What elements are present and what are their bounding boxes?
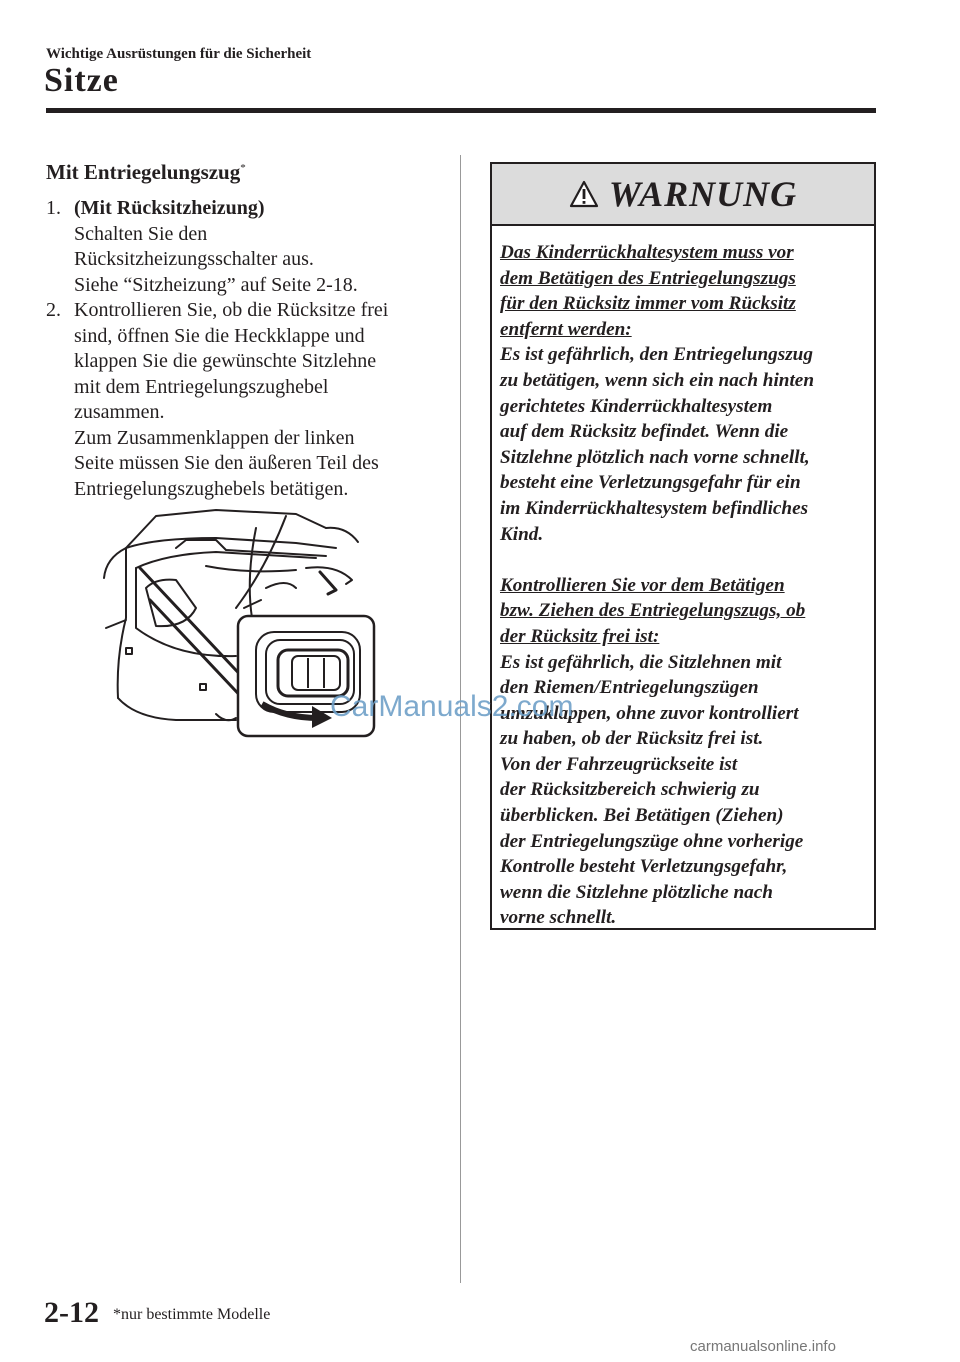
warning-line: Kind. — [500, 523, 544, 545]
warning-line: Von der Fahrzeugrückseite ist — [500, 753, 738, 775]
warning-line: Das Kinderrückhaltesystem muss vor — [500, 242, 794, 263]
page-title: Sitze — [44, 62, 119, 99]
warning-line: besteht eine Verletzungsgefahr für ein — [500, 472, 801, 494]
step-line: sind, öffnen Sie die Heckklappe und — [74, 324, 365, 347]
step-1 — [46, 196, 446, 298]
warning-line: der Rücksitz frei ist: — [500, 625, 660, 647]
warning-line: im Kinderrückhaltesystem befindliches — [500, 497, 809, 519]
subheading-text: Mit Entriegelungszug — [46, 160, 241, 184]
step-line: Seite müssen Sie den äußeren Teil des — [74, 452, 379, 474]
paragraph-gap — [500, 547, 866, 573]
page-number: 2-12 — [44, 1296, 99, 1329]
step-line: Zum Zusammenklappen der linken — [74, 426, 355, 449]
warning-header — [492, 164, 874, 226]
warning-line: Es ist gefährlich, den Entriegelungszug — [500, 344, 813, 366]
optional-equipment-mark: * — [240, 162, 246, 174]
step-number: 1. — [46, 197, 61, 219]
subheading — [46, 160, 246, 185]
warning-line: der Entriegelungszüge ohne vorherige — [500, 830, 804, 852]
watermark-overlay: CarManuals2.com — [330, 690, 574, 723]
warning-line: zu betätigen, wenn sich ein nach hinten — [500, 369, 814, 391]
step-line: Rücksitzheizungsschalter aus. — [74, 248, 314, 270]
warning-title: WARNUNG — [608, 174, 798, 214]
warning-line: Sitzlehne plötzlich nach vorne schnellt, — [500, 446, 810, 468]
warning-line: zu haben, ob der Rücksitz frei ist. — [500, 728, 764, 750]
warning-line: überblicken. Bei Betätigen (Ziehen) — [500, 805, 784, 827]
step-2 — [46, 298, 446, 502]
warning-line: wenn die Sitzlehne plötzliche nach — [500, 881, 773, 903]
warning-line: Kontrolle besteht Verletzungsgefahr, — [500, 856, 788, 878]
warning-line: entfernt werden: — [500, 318, 632, 340]
warning-line: Kontrollieren Sie vor dem Betätigen — [500, 574, 785, 596]
warning-line: bzw. Ziehen des Entriegelungszugs, ob — [500, 600, 806, 622]
warning-line: den Riemen/Entriegelungszügen — [500, 677, 759, 699]
step-condition: (Mit Rücksitzheizung) — [74, 197, 265, 219]
warning-line: der Rücksitzbereich schwierig zu — [500, 779, 760, 801]
section-header: Wichtige Ausrüstungen für die Sicherheit — [46, 46, 312, 62]
footnote: *nur bestimmte Modelle — [113, 1306, 271, 1323]
warning-line: vorne schnellt. — [500, 907, 617, 929]
step-number: 2. — [46, 299, 61, 321]
warning-line: gerichtetes Kinderrückhaltesystem — [500, 395, 773, 417]
warning-body — [492, 226, 874, 931]
watermark-corner: carmanualsonline.info — [690, 1338, 836, 1355]
step-line: mit dem Entriegelungszughebel — [74, 375, 329, 398]
header-rule — [46, 108, 876, 113]
warning-box — [490, 162, 876, 930]
warning-line: auf dem Rücksitz befindet. Wenn die — [500, 421, 789, 443]
step-line: klappen Sie die gewünschte Sitzlehne — [74, 350, 377, 372]
step-line: Schalten Sie den — [74, 222, 208, 245]
step-line: Kontrollieren Sie, ob die Rücksitze frei — [74, 299, 389, 321]
step-line: Siehe “Sitzheizung” auf Seite 2-18. — [74, 273, 358, 296]
steps-list — [46, 196, 446, 502]
warning-line: für den Rücksitz immer vom Rücksitz — [500, 293, 796, 315]
step-line: zusammen. — [74, 401, 165, 423]
step-line: Entriegelungszughebels betätigen. — [74, 477, 349, 500]
warning-line: Es ist gefährlich, die Sitzlehnen mit — [500, 651, 782, 673]
warning-triangle-icon — [569, 180, 599, 208]
warning-line: dem Betätigen des Entriegelungszugs — [500, 267, 796, 289]
warning-line: umzuklappen, ohne zuvor kontrolliert — [500, 702, 799, 724]
